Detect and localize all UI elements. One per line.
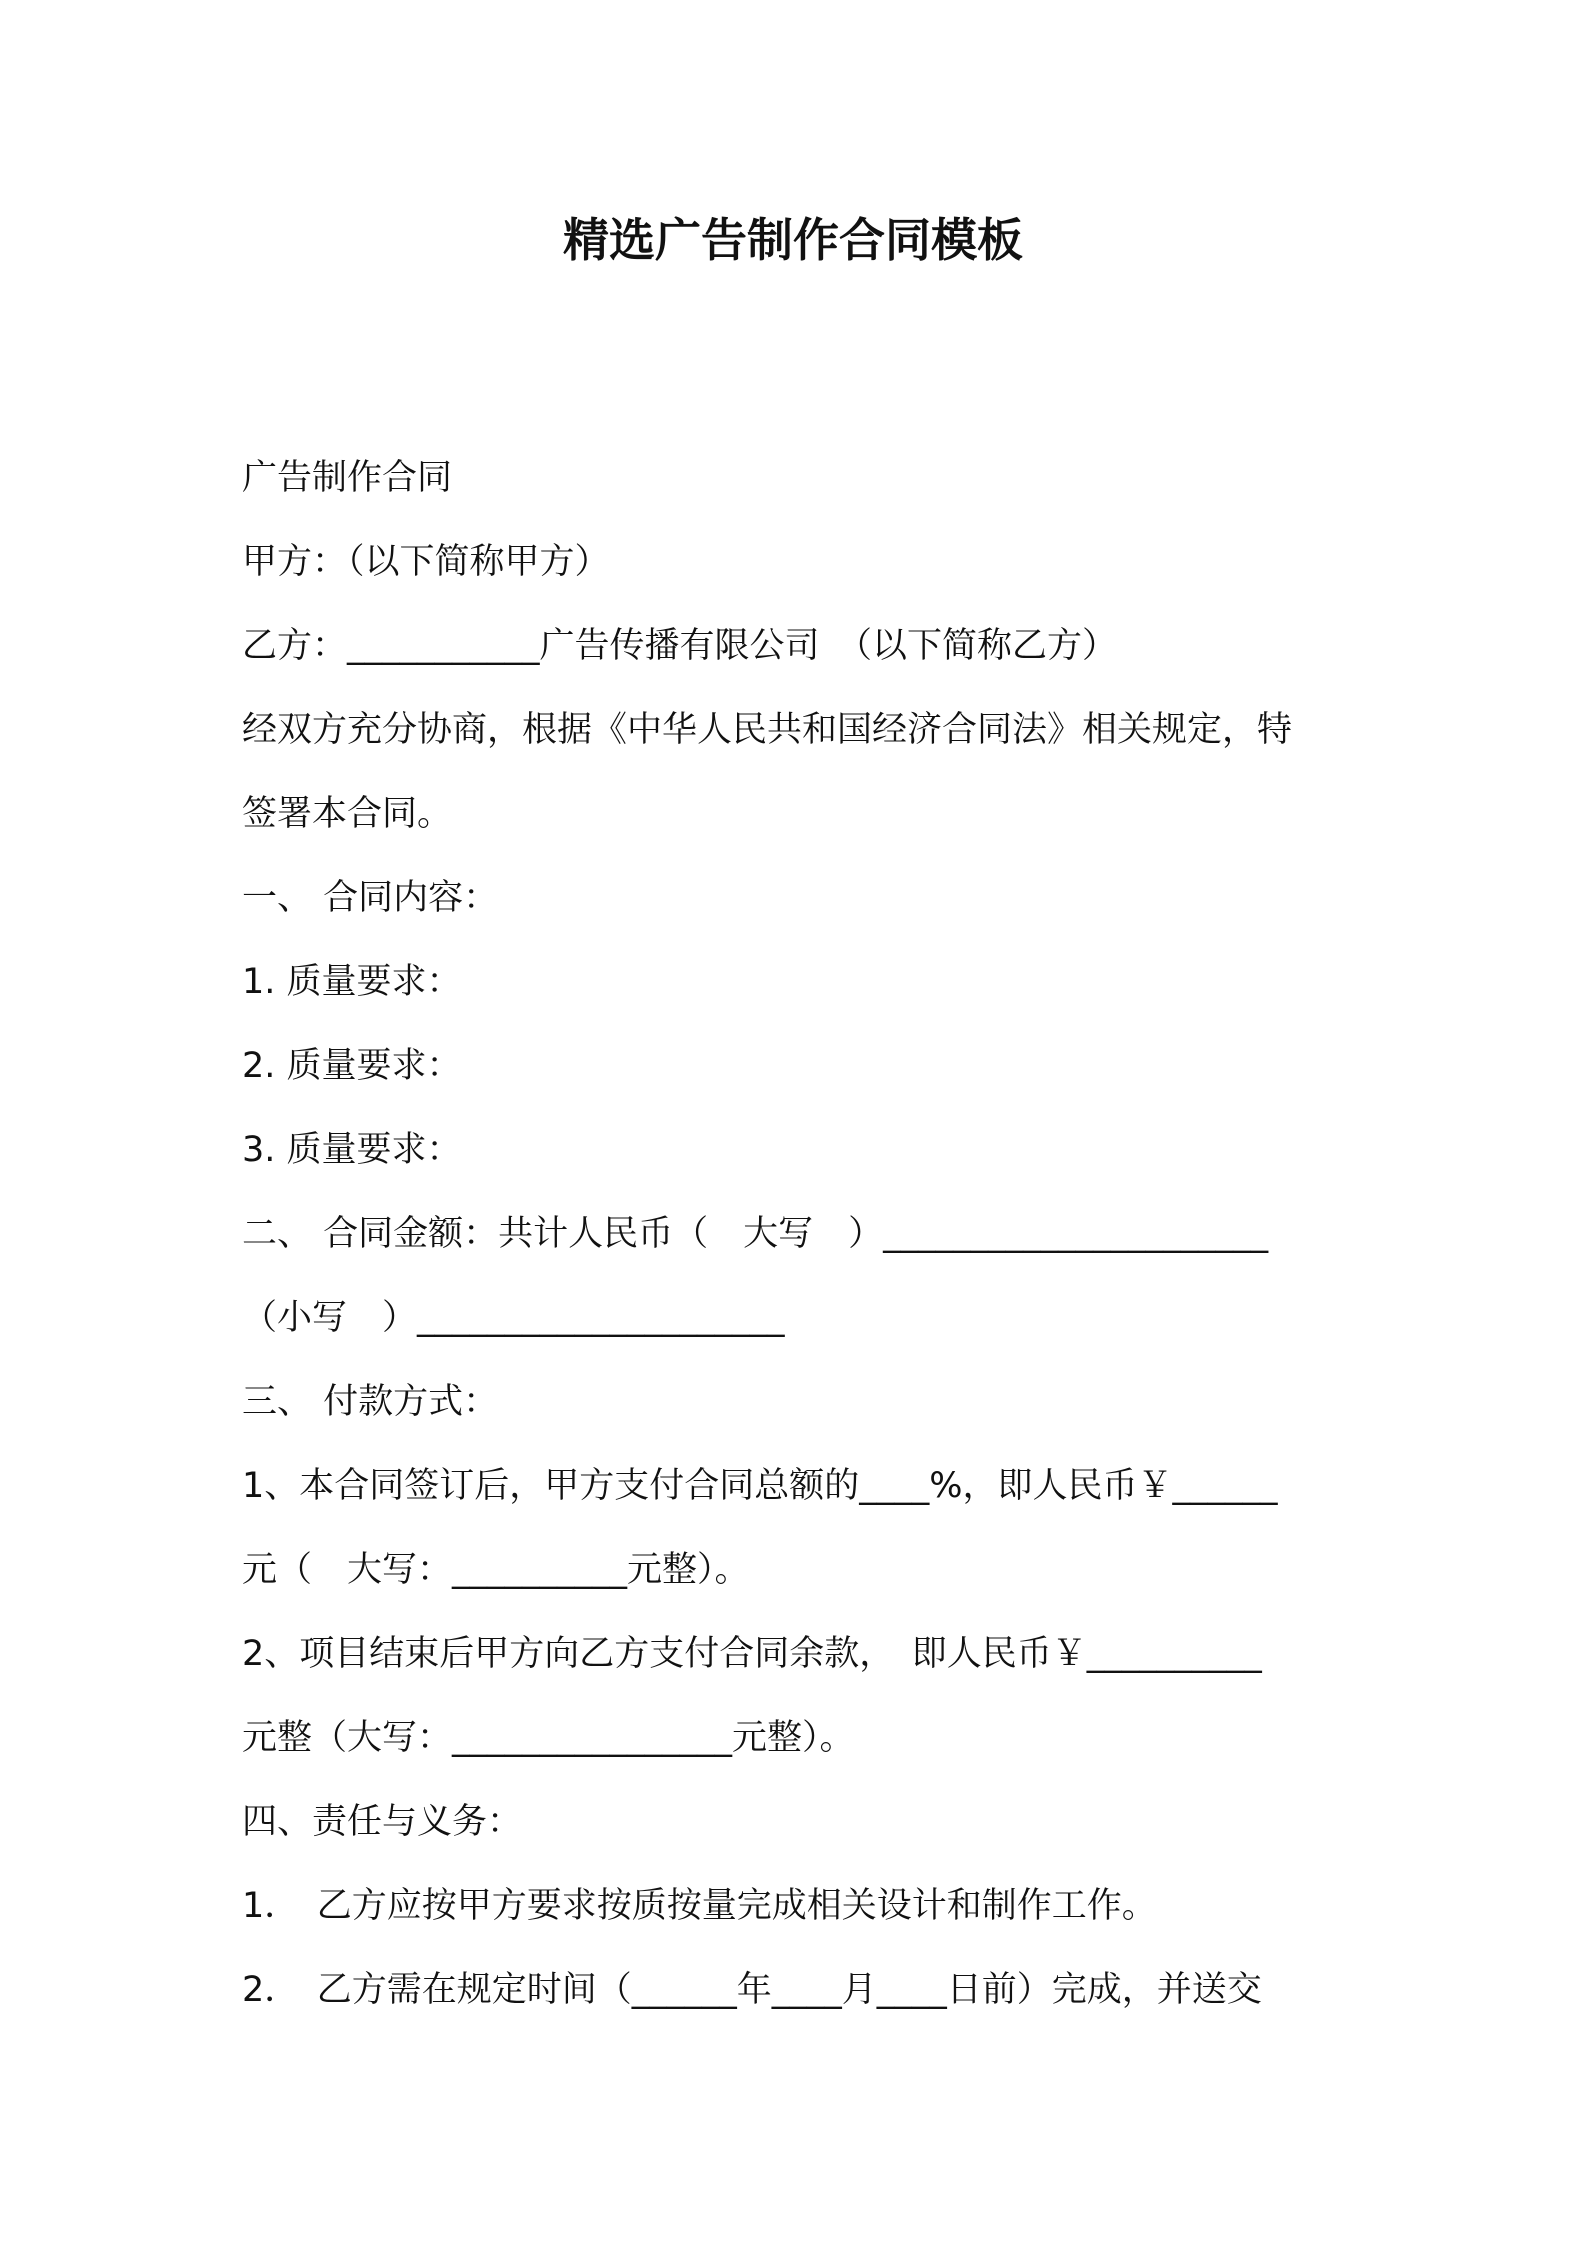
- quality-requirement-2: 2. 质量要求：: [242, 1046, 462, 1086]
- quality-requirement-3: 3. 质量要求：: [242, 1130, 462, 1170]
- payment-term-1-line-2: 元（ 大写：__________元整）。: [242, 1550, 750, 1590]
- payment-term-2-line-2: 元整（大写：________________元整）。: [242, 1718, 855, 1758]
- party-b-line: 乙方：___________广告传播有限公司 （以下简称乙方）: [242, 626, 1118, 666]
- quality-requirement-1: 1. 质量要求：: [242, 962, 462, 1002]
- document-title: 精选广告制作合同模板: [563, 213, 1023, 267]
- section-1-heading: 一、 合同内容：: [242, 878, 499, 918]
- document-body: [242, 448, 1352, 2044]
- payment-term-1-line-1: 1、本合同签订后，甲方支付合同总额的____%，即人民币￥______: [242, 1466, 1278, 1506]
- preamble-line-2: 签署本合同。: [242, 794, 453, 834]
- payment-term-2-line-1: 2、项目结束后甲方向乙方支付合同余款， 即人民币￥__________: [242, 1634, 1262, 1674]
- duty-item-1: 1． 乙方应按甲方要求按质按量完成相关设计和制作工作。: [242, 1886, 1157, 1926]
- section-4-heading: 四、责任与义务：: [242, 1802, 523, 1842]
- section-2-amount-line: 二、 合同金额：共计人民币（ 大写 ）______________________: [242, 1214, 1269, 1254]
- duty-item-2: 2． 乙方需在规定时间（______年____月____日前）完成，并送交: [242, 1970, 1262, 2010]
- preamble-line-1: 经双方充分协商，根据《中华人民共和国经济合同法》相关规定，特: [242, 710, 1293, 750]
- amount-lowercase-line: （小写 ）_____________________: [242, 1298, 785, 1338]
- contract-heading: 广告制作合同: [242, 458, 453, 498]
- section-3-heading: 三、 付款方式：: [242, 1382, 499, 1422]
- party-a-line: 甲方：（以下简称甲方）: [242, 542, 610, 582]
